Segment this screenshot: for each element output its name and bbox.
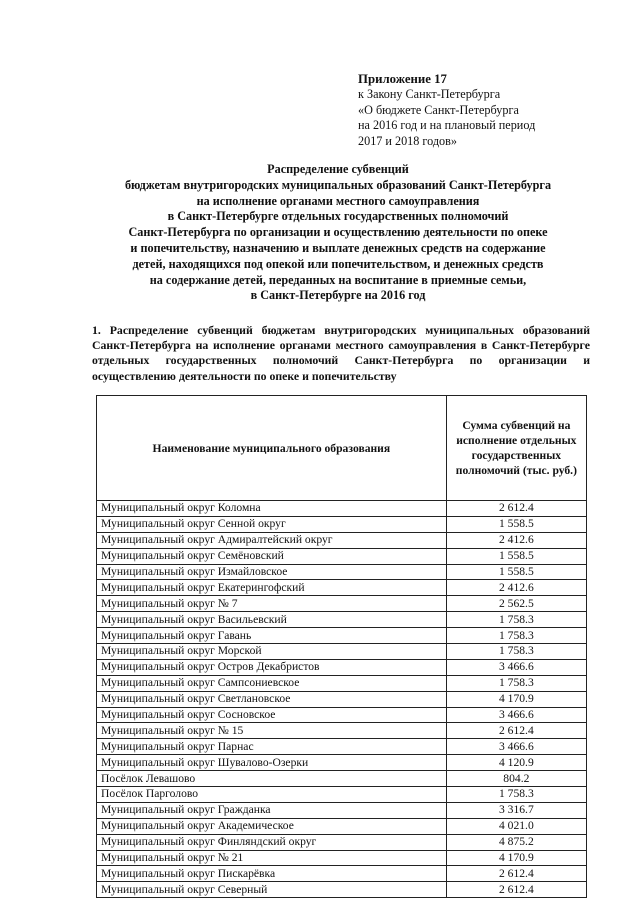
table-row xyxy=(97,723,587,739)
title-line: в Санкт-Петербурге отдельных государственных полномочий xyxy=(167,209,509,224)
appendix-line: на 2016 год и на плановый период xyxy=(358,118,536,133)
subvention-amount: 2 612.4 xyxy=(446,723,586,739)
table-row xyxy=(97,612,587,628)
table-row xyxy=(97,739,587,755)
title-line: детей, находящихся под опекой или попечительством, и денежных средств xyxy=(132,256,544,271)
subvention-amount: 2 412.6 xyxy=(446,580,586,596)
title-line: бюджетам внутригородских муниципальных образований Санкт-Петербурга xyxy=(124,177,552,192)
subvention-amount: 4 875.2 xyxy=(446,834,586,850)
municipality-name: Муниципальный округ Сенной округ xyxy=(97,516,447,532)
municipality-name: Муниципальный округ Северный xyxy=(97,882,447,898)
title-line: в Санкт-Петербурге на 2016 год xyxy=(250,288,426,303)
subvention-amount: 1 758.3 xyxy=(446,628,586,644)
municipality-name: Муниципальный округ Семёновский xyxy=(97,548,447,564)
column-header-name: Наименование муниципального образования xyxy=(97,396,447,501)
title-line: Распределение субвенций xyxy=(267,162,409,176)
subvention-amount: 2 612.4 xyxy=(446,882,586,898)
table-row xyxy=(97,834,587,850)
municipality-name: Муниципальный округ Измайловское xyxy=(97,564,447,580)
table-row xyxy=(97,866,587,882)
municipality-name: Муниципальный округ Финляндский округ xyxy=(97,834,447,850)
table-row xyxy=(97,596,587,612)
municipality-name: Муниципальный округ № 21 xyxy=(97,850,447,866)
table-row xyxy=(97,580,587,596)
subvention-amount: 2 412.6 xyxy=(446,532,586,548)
municipality-name: Муниципальный округ Парнас xyxy=(97,739,447,755)
appendix-line: к Закону Санкт-Петербурга xyxy=(358,87,501,102)
subvention-amount: 2 612.4 xyxy=(446,501,586,517)
appendix-line: 2017 и 2018 годов» xyxy=(358,133,457,148)
table-row xyxy=(97,659,587,675)
municipality-name: Муниципальный округ Пискарёвка xyxy=(97,866,447,882)
table-row xyxy=(97,516,587,532)
subvention-amount: 1 558.5 xyxy=(446,516,586,532)
appendix-title: Приложение 17 xyxy=(358,72,447,86)
table-row xyxy=(97,818,587,834)
subvention-amount: 4 170.9 xyxy=(446,850,586,866)
table-body xyxy=(97,501,587,898)
municipality-name: Муниципальный округ Екатерингофский xyxy=(97,580,447,596)
municipality-name: Муниципальный округ Морской xyxy=(97,644,447,660)
subvention-amount: 1 758.3 xyxy=(446,612,586,628)
table-row xyxy=(97,787,587,803)
subvention-amount: 2 562.5 xyxy=(446,596,586,612)
subvention-amount: 1 758.3 xyxy=(446,644,586,660)
municipality-name: Муниципальный округ № 15 xyxy=(97,723,447,739)
table-row xyxy=(97,850,587,866)
table-row xyxy=(97,707,587,723)
municipality-name: Посёлок Парголово xyxy=(97,787,447,803)
table-row xyxy=(97,802,587,818)
municipality-name: Муниципальный округ Коломна xyxy=(97,501,447,517)
title-line: на исполнение органами местного самоуправления xyxy=(196,193,480,208)
subvention-amount: 804.2 xyxy=(446,771,586,787)
municipality-name: Муниципальный округ Академическое xyxy=(97,818,447,834)
table-row xyxy=(97,644,587,660)
table-row xyxy=(97,564,587,580)
municipality-name: Муниципальный округ Шувалово-Озерки xyxy=(97,755,447,771)
municipality-name: Муниципальный округ Гражданка xyxy=(97,802,447,818)
subvention-amount: 3 316.7 xyxy=(446,802,586,818)
table-row xyxy=(97,675,587,691)
appendix-block xyxy=(358,72,598,149)
section-heading: 1. Распределение субвенций бюджетам внутригородских муниципальных образований Санкт-Петербурга на исполнение органами местного самоуправления в Санкт-Петербурге отдельных государственных полномочий Санкт-Петербурга по организации и осуществлению деятельности по опеке и попечительству xyxy=(92,323,590,383)
table-row xyxy=(97,771,587,787)
municipality-name: Муниципальный округ Васильевский xyxy=(97,612,447,628)
document-title xyxy=(60,162,616,304)
municipality-name: Муниципальный округ Остров Декабристов xyxy=(97,659,447,675)
column-header-sum: Сумма субвенций на исполнение отдельных государственных полномочий (тыс. руб.) xyxy=(446,396,586,501)
title-line: на содержание детей, переданных на воспитание в приемные семьи, xyxy=(149,272,527,287)
subvention-amount: 1 558.5 xyxy=(446,564,586,580)
municipality-name: Муниципальный округ Светлановское xyxy=(97,691,447,707)
table-row xyxy=(97,532,587,548)
subvention-amount: 3 466.6 xyxy=(446,707,586,723)
table-row xyxy=(97,882,587,898)
subvention-amount: 3 466.6 xyxy=(446,659,586,675)
subvention-amount: 3 466.6 xyxy=(446,739,586,755)
subvention-amount: 1 758.3 xyxy=(446,787,586,803)
table-row xyxy=(97,501,587,517)
municipality-name: Муниципальный округ Адмиралтейский округ xyxy=(97,532,447,548)
title-line: Санкт-Петербурга по организации и осуществлению деятельности по опеке xyxy=(128,225,548,240)
title-line: и попечительству, назначению и выплате денежных средств на содержание xyxy=(130,240,546,255)
municipality-name: Муниципальный округ Сампсониевское xyxy=(97,675,447,691)
table-row xyxy=(97,755,587,771)
municipality-name: Муниципальный округ Гавань xyxy=(97,628,447,644)
subvention-amount: 1 758.3 xyxy=(446,675,586,691)
subvention-amount: 4 170.9 xyxy=(446,691,586,707)
table-row xyxy=(97,691,587,707)
subvention-amount: 4 120.9 xyxy=(446,755,586,771)
subvention-amount: 1 558.5 xyxy=(446,548,586,564)
appendix-line: «О бюджете Санкт-Петербурга xyxy=(358,102,519,117)
municipality-name: Муниципальный округ Сосновское xyxy=(97,707,447,723)
subvention-amount: 4 021.0 xyxy=(446,818,586,834)
subvention-table xyxy=(96,395,587,898)
municipality-name: Посёлок Левашово xyxy=(97,771,447,787)
subvention-amount: 2 612.4 xyxy=(446,866,586,882)
table-row xyxy=(97,548,587,564)
table-row xyxy=(97,628,587,644)
municipality-name: Муниципальный округ № 7 xyxy=(97,596,447,612)
table-header-row xyxy=(97,396,587,501)
